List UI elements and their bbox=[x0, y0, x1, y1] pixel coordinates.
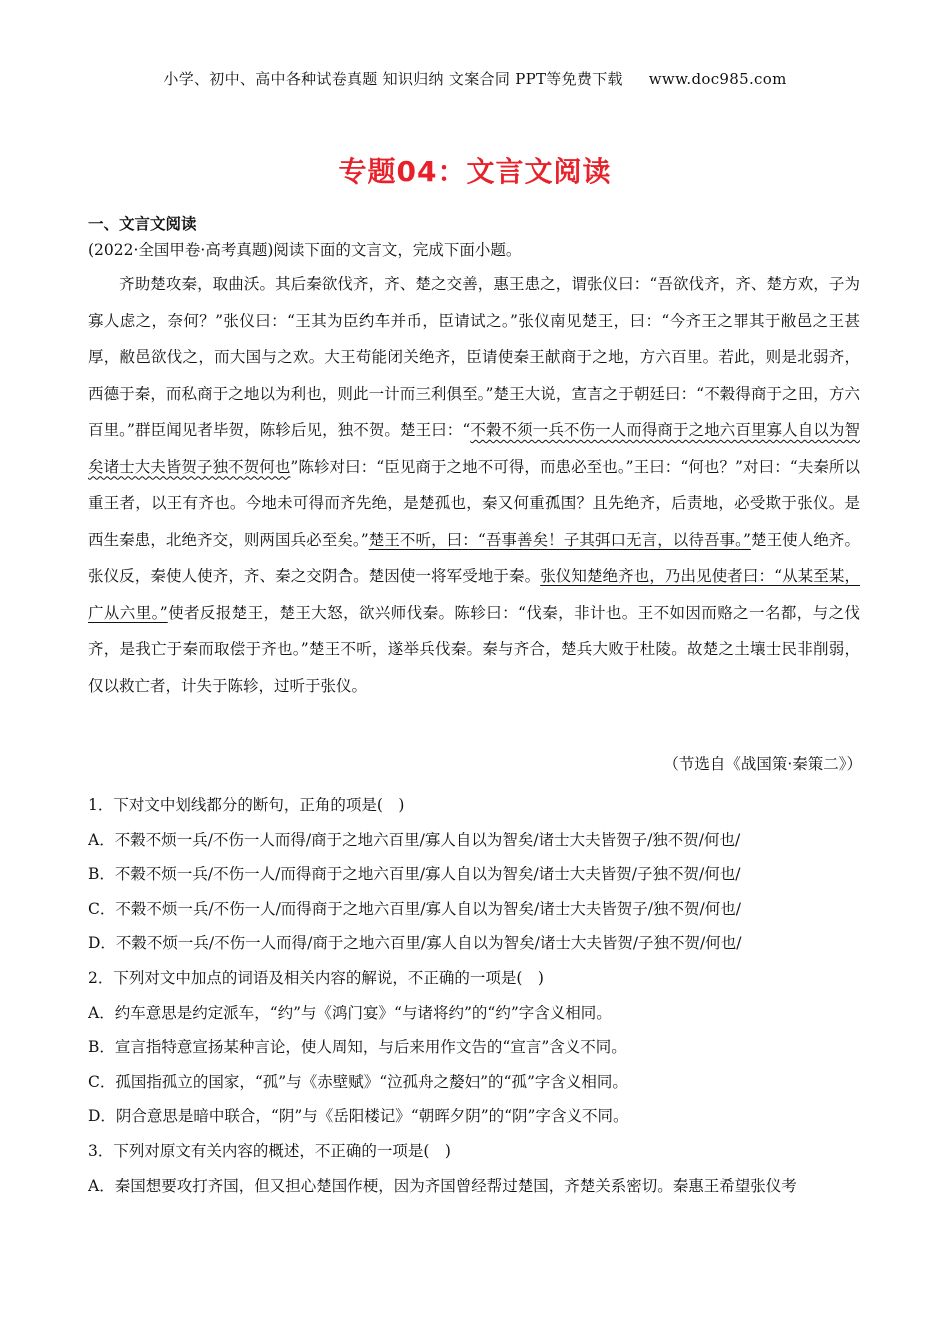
passage-text: ？且先绝齐，后责地，必受欺于张仪。是西生秦患，北绝齐交，则两国兵必至矣。” bbox=[88, 494, 860, 549]
dotted-char: · 国 bbox=[561, 494, 577, 512]
underlined-sentence: 张仪知楚绝齐也，乃出见使者曰：“从某至某，广从六里。” bbox=[88, 567, 860, 622]
dotted-char: · 孤 bbox=[545, 494, 561, 512]
page-header bbox=[0, 68, 950, 89]
page-title: 专题04：文言文阅读 bbox=[338, 155, 612, 188]
answer-option: A．秦国想要攻打齐国，但又担心楚国作梗，因为齐国曾经帮过楚国，齐楚关系密切。秦惠王希望张仪考 bbox=[88, 1176, 797, 1195]
header-site-link[interactable]: www.doc985.com bbox=[648, 70, 787, 88]
passage-text: 并币，臣请试之。”张仪南见楚王，曰：“今齐王之罪其于敝邑之王甚厚，敝邑欲伐之，而大国与之欢。大王苟能闭关绝齐，臣请使秦王献商于之地，方六百里。若此，则是北弱齐，西德于秦，而私商于之地以为利也，则此一计而三利俱至。”楚王大说， bbox=[88, 311, 860, 403]
dotted-char: · 宣 bbox=[571, 385, 587, 403]
wavy-underlined-sentence: 不穀不须一兵不伤一人而得商于之地六百里寡人自以为智矣诸士大夫皆贺子独不贺何也 bbox=[88, 421, 860, 476]
header-text: 小学、初中、高中各种试卷真题 知识归纳 文案合同 PPT等免费下载 bbox=[163, 70, 623, 88]
section-heading: 一、文言文阅读 bbox=[88, 215, 197, 233]
answer-option: C．不穀不烦一兵/不伤一人/而得商于之地六百里/寡人自以为智矣/诸士大夫皆贺子/独不贺/何也/ bbox=[88, 899, 741, 918]
dotted-char: · 车 bbox=[375, 312, 391, 330]
dotted-char: · 约 bbox=[359, 312, 375, 330]
answer-option: A．约车意思是约定派车，“约”与《鸿门宴》“与诸将约”的“约”字含义相同。 bbox=[88, 1003, 612, 1022]
passage-attribution: （节选自《战国策·秦策二》） bbox=[663, 755, 862, 773]
answer-option: D．阴合意思是暗中联合，“阴”与《岳阳楼记》“朝晖夕阴”的“阴”字含义不同。 bbox=[88, 1107, 629, 1126]
question-stem: 2．下列对文中加点的词语及相关内容的解说，不正确的一项是( ) bbox=[88, 968, 544, 987]
answer-option: B．不穀不烦一兵/不伤一人/而得商于之地六百里/寡人自以为智矣/诸士大夫皆贺/子独不贺/何也/ bbox=[88, 865, 741, 884]
answer-option: A．不穀不烦一兵/不伤一人而得/商于之地六百里/寡人自以为智矣/诸士大夫皆贺子/独不贺/何也/ bbox=[88, 830, 741, 849]
passage-text: 之于朝廷曰：“不穀得商于之田，方六百里。”群臣闻见者毕贺，陈轸后见，独不贺。楚王曰：“ bbox=[88, 384, 860, 439]
dotted-char: · 言 bbox=[587, 385, 603, 403]
passage-text: 。楚因使一将军受地于秦。 bbox=[353, 567, 541, 585]
underlined-sentence: 楚王不听，曰：“吾事善矣！子其弭口无言，以待吾事。” bbox=[368, 530, 751, 549]
passage-text: 使者反报楚王，楚王大怒，欲兴师伐秦。陈轸曰：“伐秦，非计也。王不如因而赂之一名都，与之伐齐，是我亡于秦而取偿于齐也。”楚王不听，遂举兵伐秦。秦与齐合，楚兵大败于杜陵。故楚之土壤士民非削弱，仅以救亡者，计失于陈轸，过听于张仪。 bbox=[88, 603, 860, 695]
question-list bbox=[88, 788, 863, 1203]
passage-text: 齐助楚攻秦，取曲沃。其后秦欲伐齐，齐、楚之交善，惠王患之，谓张仪曰：“吾欲伐齐，齐、楚方欢，子为寡人虑之，奈何？”张仪曰：“王其为臣 bbox=[88, 275, 860, 330]
dotted-char: · 阴 bbox=[322, 567, 338, 585]
passage-text: 楚王使人绝齐。张仪反，秦使人使齐，齐、秦之交 bbox=[88, 530, 860, 585]
question-source: (2022·全国甲卷·高考真题)阅读下面的文言文，完成下面小题。 bbox=[88, 241, 522, 259]
classical-passage bbox=[88, 266, 860, 704]
answer-option: C．孤国指孤立的国家，“孤”与《赤壁赋》“泣孤舟之嫠妇”的“孤”字含义相同。 bbox=[88, 1072, 628, 1091]
answer-option: D．不穀不烦一兵/不伤一人而得/商于之地六百里/寡人自以为智矣/诸士大夫皆贺/子独不贺/何也/ bbox=[88, 934, 742, 953]
answer-option: B．宣言指特意宣扬某种言论，使人周知，与后来用作文告的“宣言”含义不同。 bbox=[88, 1038, 627, 1057]
question-stem: 1．下对文中划线都分的断句，正角的项是( ) bbox=[88, 796, 405, 814]
passage-text: ”陈轸对曰：“臣见商于之地不可得，而患必至也。”王曰：“何也？”对曰：“夫秦所以重王者，以王有齐也。今地未可得而齐先绝，是楚孤也，秦又何重 bbox=[88, 457, 860, 512]
question-stem: 3．下列对原文有关内容的概述，不正确的一项是( ) bbox=[88, 1141, 451, 1160]
dotted-char: · 合 bbox=[337, 567, 353, 585]
